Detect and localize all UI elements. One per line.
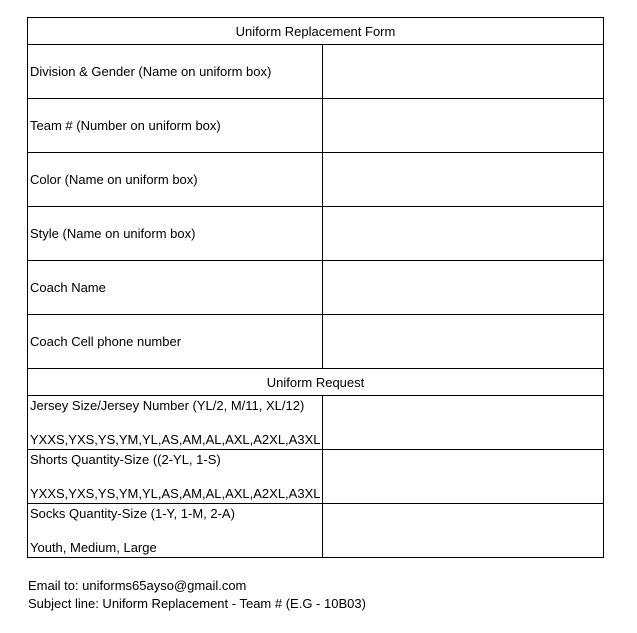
field-label-style: Style (Name on uniform box) <box>28 207 323 261</box>
team-number-input[interactable] <box>323 99 604 153</box>
request-label-shorts <box>28 450 323 504</box>
form-title: Uniform Replacement Form <box>28 18 604 45</box>
division-gender-input[interactable] <box>323 45 604 99</box>
field-label-coach-phone: Coach Cell phone number <box>28 315 323 369</box>
field-row-style <box>28 207 604 261</box>
request-row-jersey <box>28 396 604 450</box>
field-row-coach-name <box>28 261 604 315</box>
field-row-color <box>28 153 604 207</box>
field-row-division-gender <box>28 45 604 99</box>
field-label-coach-name: Coach Name <box>28 261 323 315</box>
jersey-label: Jersey Size/Jersey Number (YL/2, M/11, XL/12) <box>30 398 305 413</box>
socks-input[interactable] <box>323 504 604 558</box>
request-label-socks <box>28 504 323 558</box>
style-input[interactable] <box>323 207 604 261</box>
submission-instructions <box>28 577 366 613</box>
field-label-division-gender: Division & Gender (Name on uniform box) <box>28 45 323 99</box>
jersey-input[interactable] <box>323 396 604 450</box>
field-row-team-number <box>28 99 604 153</box>
subject-instruction: Subject line: Uniform Replacement - Team # (E.G - 10B03) <box>28 596 366 611</box>
shorts-size-options: YXXS,YXS,YS,YM,YL,AS,AM,AL,AXL,A2XL,A3XL <box>30 486 321 501</box>
email-instruction: Email to: uniforms65ayso@gmail.com <box>28 578 247 593</box>
request-row-socks <box>28 504 604 558</box>
jersey-size-options: YXXS,YXS,YS,YM,YL,AS,AM,AL,AXL,A2XL,A3XL <box>30 432 321 447</box>
field-label-color: Color (Name on uniform box) <box>28 153 323 207</box>
field-row-coach-phone <box>28 315 604 369</box>
shorts-label: Shorts Quantity-Size ((2-YL, 1-S) <box>30 452 221 467</box>
field-label-team-number: Team # (Number on uniform box) <box>28 99 323 153</box>
socks-size-options: Youth, Medium, Large <box>30 540 157 555</box>
coach-name-input[interactable] <box>323 261 604 315</box>
color-input[interactable] <box>323 153 604 207</box>
shorts-input[interactable] <box>323 450 604 504</box>
uniform-replacement-form <box>27 17 604 558</box>
request-row-shorts <box>28 450 604 504</box>
coach-phone-input[interactable] <box>323 315 604 369</box>
socks-label: Socks Quantity-Size (1-Y, 1-M, 2-A) <box>30 506 235 521</box>
request-label-jersey <box>28 396 323 450</box>
section-title-uniform-request: Uniform Request <box>28 369 604 396</box>
